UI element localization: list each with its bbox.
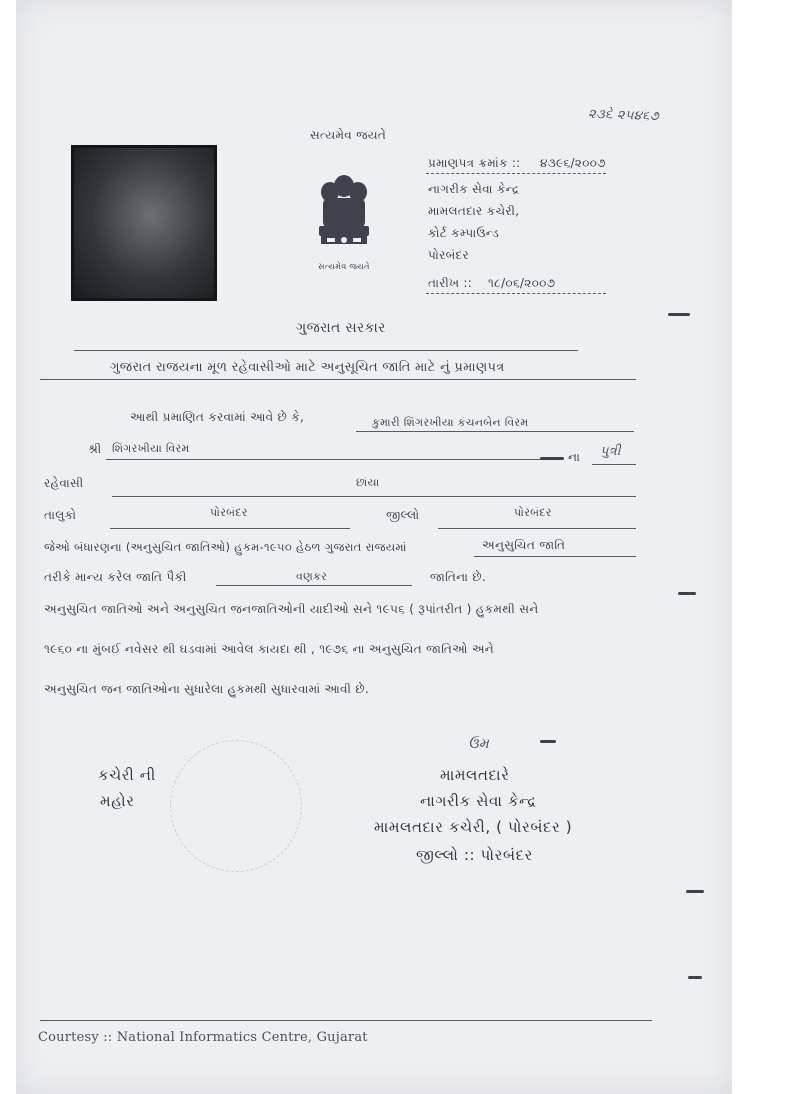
caste-underline [216, 585, 412, 586]
resident-label: રહેવાસી [44, 476, 84, 490]
title-rule-bottom [40, 379, 636, 380]
seal-label-line-2: મહોર [100, 792, 135, 810]
title-rule-top [74, 350, 578, 351]
cert-number-label: પ્રમાણપત્ર ક્રમાંક :: [428, 156, 521, 170]
father-name-underline [106, 459, 546, 460]
signatory-line-2: નાગરીક સેવા કેન્દ્ર [420, 792, 537, 810]
caste-suffix: જાતિના છે. [430, 570, 487, 584]
applicant-name-underline [356, 431, 634, 432]
applicant-name: કુમારી શિંગરખીયા કંચનબેન વિરમ [372, 416, 529, 429]
district-label: જીલ્લો [386, 508, 420, 522]
date-label: તારીખ :: [428, 276, 473, 290]
father-prefix: શ્રી [88, 442, 102, 456]
office-line-2: મામલતદાર કચેરી, [428, 204, 520, 218]
corner-handwritten-note: ૨૩૬ે ૨૫૪૬૭ [587, 106, 660, 125]
punch-mark-4 [688, 976, 702, 979]
caste-value: વણકર [296, 570, 328, 583]
national-emblem-icon [305, 168, 383, 276]
taluka-label: તાલુકો [44, 508, 77, 522]
punch-mark-2 [678, 592, 696, 595]
father-name: શિંગરખીયા વિરમ [112, 442, 190, 455]
certificate-title: ગુજરાત રાજયના મૂળ રહેવાસીઓ માટે અનુસૂચિત જાતિ માટે નું પ્રમાણપત્ર [110, 360, 505, 375]
district-underline [438, 528, 636, 529]
district-value: પોરબંદર [514, 506, 552, 519]
applicant-photo [71, 145, 217, 301]
relation-underline [592, 464, 636, 465]
office-line-3: કોર્ટ કમ્પાઉન્ડ [428, 226, 500, 240]
of-label: ના [568, 450, 581, 464]
cert-number-value: ૪૩૯૬/૨૦૦૭ [540, 156, 606, 170]
ink-dash [540, 457, 564, 460]
taluka-underline [110, 528, 350, 529]
footer-courtesy: Courtesy :: National Informatics Centre, Gujarat [38, 1030, 368, 1045]
caste-label: તરીકે માન્ય કરેલ જાતિ પૈકી [44, 570, 187, 584]
resident-value: છાંયા [356, 476, 380, 489]
date-value: ૧૮/૦૬/૨૦૦૭ [488, 276, 556, 290]
motto-top: સત્યમેવ જયતે [310, 128, 387, 142]
signatory-line-3: મામલતદાર કચેરી, ( પોરબંદર ) [374, 818, 573, 836]
punch-mark [668, 313, 690, 316]
signature-mark: ઉમ [468, 736, 490, 752]
footer-rule [40, 1020, 652, 1021]
order-text: જેઓ બંધારણના (અનુસુચિત જાતિઓ) હુકમ-૧૯૫૦ હેઠળ ગુજરાત રાજયમાં [44, 540, 407, 554]
resident-underline [112, 496, 636, 497]
seal-label-line-1: કચેરી ની [98, 766, 156, 784]
government-title: ગુજરાત સરકાર [296, 320, 386, 336]
category-value: અનુસુચિત જાતિ [482, 538, 566, 552]
motto-emblem: સત્યમેવ જયતે [318, 262, 370, 271]
relation-value: પુત્રી [600, 444, 621, 459]
taluka-value: પોરબંદર [210, 506, 248, 519]
certify-label: આથી પ્રમાણિત કરવામાં આવે છે કે, [130, 410, 305, 424]
office-line-1: નાગરીક સેવા કેન્દ્ર [428, 182, 520, 196]
paragraph-line-3: અનુસુચિત જન જાતિઓના સુધારેલા હુકમથી સુધારવામાં આવી છે. [44, 682, 370, 696]
signature-dash [540, 740, 556, 743]
paragraph-line-2: ૧૯૬૦ ના મુંબઈ નવેસર થી ઘડવામાં આવેલ કાયદા થી , ૧૯૭૬ ના અનુસુચિત જાતિઓ અને [44, 642, 495, 656]
punch-mark-3 [686, 890, 704, 893]
paragraph-line-1: અનુસુચિત જાતિઓ અને અનુસુચિત જનજાતિઓની યાદીઓ સને ૧૯૫૬ ( રૂપાંતરીત ) હુકમથી સને [44, 602, 539, 616]
office-line-4: પોરબંદર [428, 248, 470, 262]
cert-number-underline [426, 173, 606, 174]
office-seal-stamp [170, 740, 302, 872]
signatory-line-1: મામલતદારે [440, 766, 510, 784]
date-underline [426, 293, 606, 294]
category-underline [474, 556, 636, 557]
signatory-line-4: જીલ્લો :: પોરબંદર [416, 846, 533, 864]
